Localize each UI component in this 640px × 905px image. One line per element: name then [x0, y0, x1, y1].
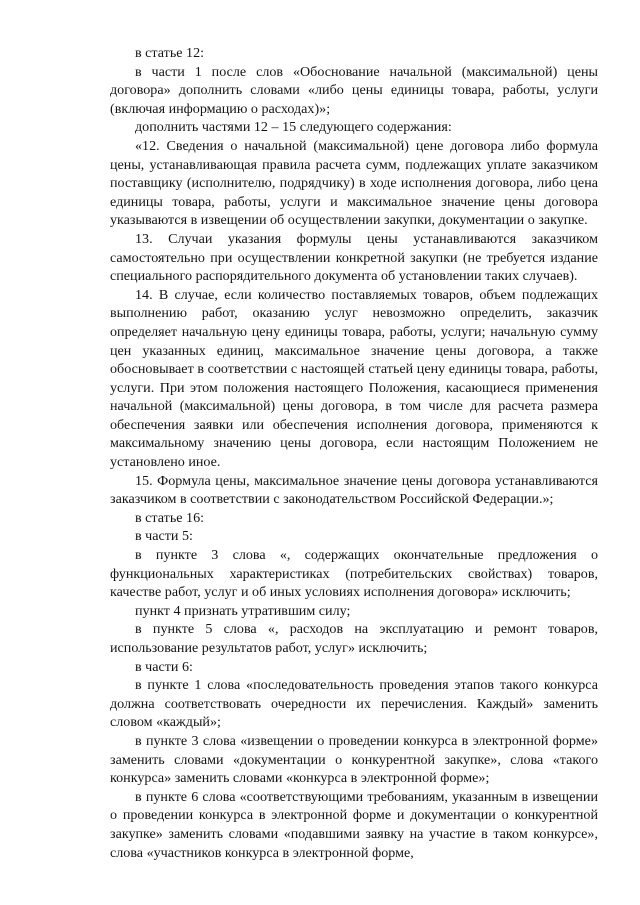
document-page — [110, 44, 598, 862]
paragraph-add-parts: дополнить частями 12 – 15 следующего содержания: — [135, 119, 452, 136]
paragraph-part-5: в части 5: — [135, 528, 193, 545]
paragraph-item-13: 13. Случаи указания формулы цены устанавливаются заказчиком самостоятельно при осуществлении конкретной закупки (не требуется издание специального распорядительного документа об установлении таких случаев). — [110, 230, 598, 285]
paragraph-point-4: пункт 4 признать утратившим силу; — [135, 602, 351, 619]
paragraph-part-6-point-3: в пункте 3 слова «извещении о проведении конкурса в электронной форме» заменить словами «документации о конкурентной закупке», слова «такого конкурса» заменить словами «конкурса в электронной форме»; — [110, 732, 598, 787]
paragraph-item-15: 15. Формула цены, максимальное значение цены договора устанавливаются заказчиком в соответствии с законодательством Российской Федерации.»; — [110, 472, 598, 508]
paragraph-item-12: «12. Сведения о начальной (максимальной) цене договора либо формула цены, устанавливающая правила расчета сумм, подлежащих уплате заказчиком поставщику (исполнителю, подрядчику) в ходе исполнения договора, либо цена единицы товара, работы, услуги и максимальное значение цены договора указываются в извещении об осуществлении закупки, документации о закупке. — [110, 137, 598, 229]
paragraph-point-3: в пункте 3 слова «, содержащих окончательные предложения о функциональных характеристиках (потребительских свойствах) товаров, качестве работ, услуг и об иных условиях исполнения договора» исключить; — [110, 547, 598, 601]
paragraph-part-6-point-1: в пункте 1 слова «последовательность проведения этапов такого конкурса должна соответствовать очередности их перечисления. Каждый» заменить словом «каждый»; — [110, 677, 598, 731]
paragraph-part-1-amendment: в части 1 после слов «Обоснование начальной (максимальной) цены договора» дополнить словами «либо цены единицы товара, работы, услуги (включая информацию о расходах)»; — [110, 63, 598, 117]
paragraph-part-6: в части 6: — [135, 658, 193, 675]
paragraph-item-14: 14. В случае, если количество поставляемых товаров, объем подлежащих выполнению работ, оказанию услуг невозможно определить, заказчик определяет начальную цену единицы товара, работы, услуги; начальную сумму цен указанных единиц, максимальное значение цены договора, а также обосновывает в соответствии с настоящей статьей цену единицы товара, работы, услуги. При этом положения настоящего Положения, касающиеся применения начальной (максимальной) цены договора, в том числе для расчета размера обеспечения заявки или обеспечения исполнения договора, применяются к максимальному значению цены договора, если настоящим Положением не установлено иное. — [110, 286, 598, 471]
paragraph-point-5: в пункте 5 слова «, расходов на эксплуатацию и ремонт товаров, использование результатов работ, услуг» исключить; — [110, 621, 598, 656]
paragraph-part-6-point-6: в пункте 6 слова «соответствующими требованиям, указанным в извещении о проведении конкурса в электронной форме и документации о конкурентной закупке» заменить словами «подавшими заявку на участие в таком конкурсе», слова «участников конкурса в электронной форме, — [110, 788, 598, 861]
paragraph-article-12: в статье 12: — [135, 45, 205, 61]
paragraph-article-16: в статье 16: — [135, 509, 205, 526]
